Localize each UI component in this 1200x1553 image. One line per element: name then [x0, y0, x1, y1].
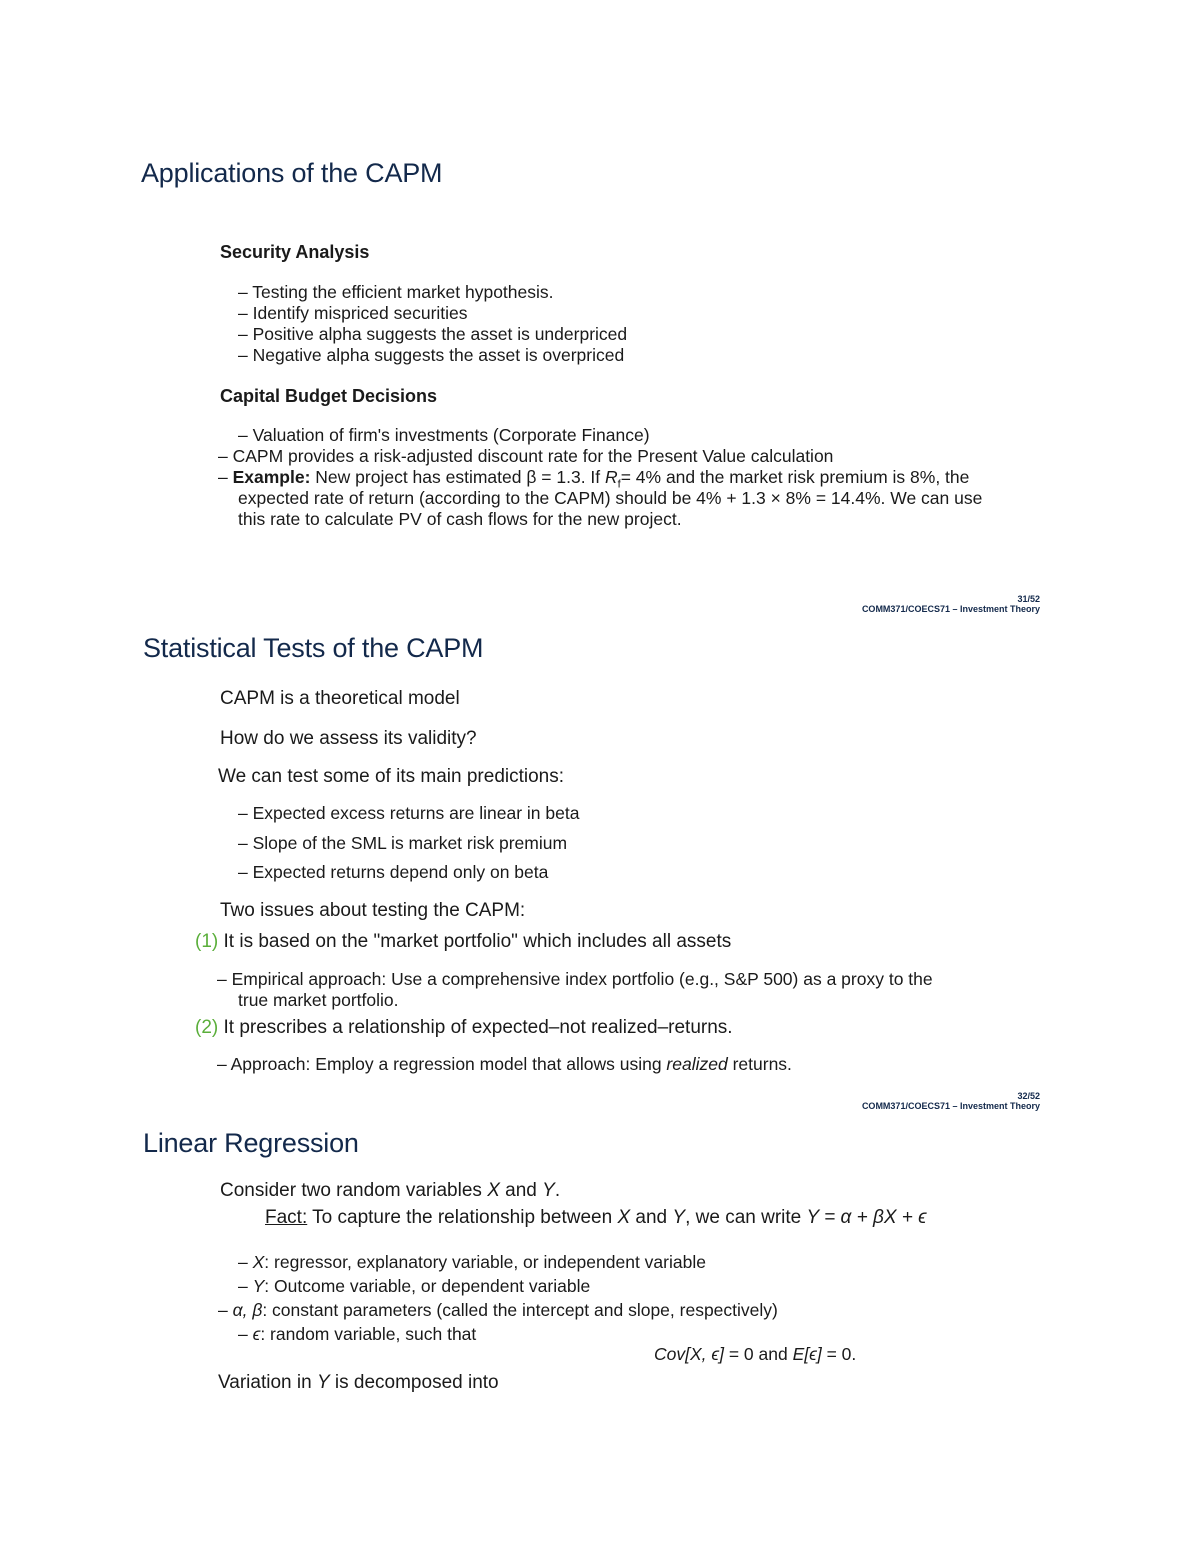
prediction-item: – Expected returns depend only on beta: [238, 862, 549, 882]
issue-1-sub: – Empirical approach: Use a comprehensive index portfolio (e.g., S&P 500) as a proxy to the: [217, 969, 933, 989]
issue-2: [195, 1017, 733, 1039]
issue-2-sub-italic: realized: [666, 1054, 728, 1074]
example-dash: –: [218, 467, 233, 487]
intro-text: Consider two random variables: [220, 1180, 488, 1201]
security-item: – Identify mispriced securities: [238, 303, 468, 323]
regression-item: – α, β: constant parameters (called the intercept and slope, respectively): [218, 1300, 778, 1320]
covariance-condition: [654, 1344, 856, 1365]
intro-text: .: [554, 1180, 561, 1201]
variation-text: is decomposed into: [329, 1372, 499, 1393]
issue-number: (1): [195, 931, 219, 952]
prediction-item: – Expected excess returns are linear in beta: [238, 803, 580, 823]
item-symbol: X: [252, 1252, 265, 1272]
var-y: Y: [316, 1372, 330, 1393]
expectation-formula: E[ϵ]: [792, 1344, 822, 1364]
prediction-item: – Slope of the SML is market risk premium: [238, 833, 568, 853]
paragraph: We can test some of its main predictions:: [218, 766, 565, 787]
example-line: expected rate of return (according to the CAPM) should be 4% + 1.3 × 8% = 14.4%. We can use: [238, 488, 983, 508]
fact-label: Fact:: [265, 1207, 308, 1228]
slide31-title: Applications of the CAPM: [141, 158, 443, 188]
capital-item: – CAPM provides a risk-adjusted discount rate for the Present Value calculation: [218, 446, 834, 466]
cov-text: = 0.: [821, 1344, 857, 1364]
item-text: : regressor, explanatory variable, or independent variable: [264, 1252, 706, 1272]
example-line: this rate to calculate PV of cash flows for the new project.: [238, 509, 682, 529]
issue-2-sub-text: returns.: [727, 1054, 792, 1074]
regression-formula: Y = α + βX + ϵ: [806, 1207, 927, 1228]
variation-line: [218, 1372, 499, 1394]
capital-budget-heading: Capital Budget Decisions: [220, 386, 438, 406]
page-number: 32/52: [1017, 1091, 1040, 1101]
issue-text: It is based on the "market portfolio" which includes all assets: [218, 931, 732, 952]
fact-line: [265, 1207, 927, 1229]
var-x: X: [617, 1207, 631, 1228]
course-label: COMM371/COECS71 – Investment Theory: [861, 1101, 1040, 1111]
fact-text: , we can write: [685, 1207, 807, 1228]
paragraph: CAPM is a theoretical model: [220, 688, 460, 709]
issue-1: [195, 931, 731, 953]
paragraph: How do we assess its validity?: [220, 728, 477, 749]
paragraph: Two issues about testing the CAPM:: [220, 900, 526, 921]
issue-2-sub-text: – Approach: Employ a regression model that allows using: [217, 1054, 667, 1074]
example-line: [218, 467, 969, 491]
fact-text: To capture the relationship between: [307, 1207, 618, 1228]
item-text: : constant parameters (called the intercept and slope, respectively): [262, 1300, 778, 1320]
example-text: = 4% and the market risk premium is 8%, the: [620, 467, 970, 487]
var-y: Y: [542, 1180, 555, 1201]
course-label: COMM371/COECS71 – Investment Theory: [861, 604, 1040, 614]
item-symbol: α, β: [232, 1300, 263, 1320]
security-analysis-heading: Security Analysis: [220, 242, 370, 262]
slide32-title: Statistical Tests of the CAPM: [143, 633, 484, 663]
item-symbol: ϵ: [252, 1324, 261, 1344]
cov-formula: Cov[X, ϵ]: [654, 1344, 724, 1364]
issue-text: It prescribes a relationship of expected–not realized–returns.: [218, 1017, 733, 1038]
var-x: X: [487, 1180, 500, 1201]
security-item: – Positive alpha suggests the asset is underpriced: [238, 324, 628, 344]
item-text: : Outcome variable, or dependent variable: [264, 1276, 591, 1296]
example-label: Example:: [232, 467, 311, 487]
slide33-title: Linear Regression: [143, 1128, 359, 1158]
security-item: – Testing the efficient market hypothesis.: [238, 282, 554, 302]
rf-symbol: R: [605, 467, 618, 487]
regression-item: – ϵ: random variable, such that: [238, 1324, 477, 1344]
item-text: : random variable, such that: [260, 1324, 477, 1344]
slide32-footer: [862, 1091, 1040, 1111]
page-number: 31/52: [1017, 594, 1040, 604]
fact-text: and: [630, 1207, 673, 1228]
cov-text: = 0 and: [723, 1344, 793, 1364]
var-y: Y: [672, 1207, 686, 1228]
regression-item: – X: regressor, explanatory variable, or independent variable: [238, 1252, 706, 1272]
issue-2-sub: [217, 1054, 792, 1075]
item-symbol: Y: [252, 1276, 265, 1296]
intro-line: [220, 1180, 560, 1202]
issue-number: (2): [195, 1017, 219, 1038]
rf-subscript: f: [617, 478, 621, 491]
variation-text: Variation in: [218, 1372, 317, 1393]
security-item: – Negative alpha suggests the asset is overpriced: [238, 345, 625, 365]
regression-item: – Y: Outcome variable, or dependent variable: [238, 1276, 591, 1296]
slide31-footer: [862, 594, 1040, 614]
example-text: New project has estimated β = 1.3. If: [310, 467, 605, 487]
intro-text: and: [499, 1180, 543, 1201]
issue-1-sub: true market portfolio.: [238, 990, 399, 1010]
capital-item: – Valuation of firm's investments (Corporate Finance): [238, 425, 650, 445]
